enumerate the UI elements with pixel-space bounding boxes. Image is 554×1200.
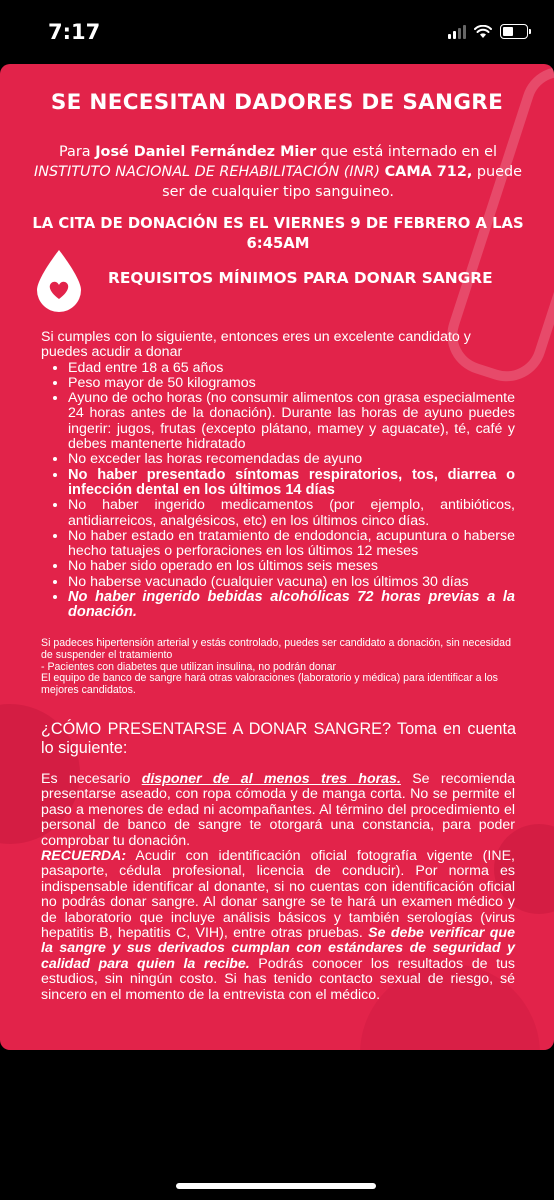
requirements-section xyxy=(41,330,515,621)
requirements-list xyxy=(41,361,515,621)
how-paragraph xyxy=(41,772,515,849)
requirement-item: • No haber ingerido medicamentos (por ejemplo, antibióticos, antidiarreicos, analgésicos, etc) en los últimos cinco días. xyxy=(68,498,515,529)
requirements-intro: Si cumples con lo siguiente, entonces eres un excelente candidato y puedes acudir a donar xyxy=(41,329,471,361)
requirement-item: • Peso mayor de 50 kilogramos xyxy=(68,376,515,391)
signal-icon xyxy=(448,25,466,39)
requirement-item: • No haber ingerido bebidas alcohólicas 72 horas previas a la donación. xyxy=(68,590,515,621)
body-text: Se recomienda presentarse aseado, con ropa cómoda y de manga corta. No se permite el paso a menores de edad ni acompañantes. Al término del procedimiento el personal de banco de sangre te otorgará una constancia, para poder comprobar tu donación. xyxy=(41,771,515,849)
note-line: - Pacientes con diabetes que utilizan insulina, no podrán donar xyxy=(41,660,337,673)
blood-donation-poster xyxy=(0,64,554,1050)
status-time: 7:17 xyxy=(48,20,101,44)
institute-name: INSTITUTO NACIONAL DE REHABILITACIÓN (INR) xyxy=(34,164,381,180)
how-paragraph xyxy=(41,849,515,1003)
patient-intro xyxy=(26,142,530,202)
appointment-date: LA CITA DE DONACIÓN ES EL VIERNES 9 DE FEBRERO A LAS 6:45AM xyxy=(32,215,524,252)
requirements-title: REQUISITOS MÍNIMOS PARA DONAR SANGRE xyxy=(108,269,493,287)
how-to-donate-title: ¿CÓMO PRESENTARSE A DONAR SANGRE? Toma en cuenta lo siguiente: xyxy=(41,720,516,757)
requirement-item: • Edad entre 18 a 65 años xyxy=(68,361,515,376)
emphasis-text: disponer de al menos tres horas. xyxy=(141,771,401,787)
requirement-item: • No haber estado en tratamiento de endodoncia, acupuntura o haberse hecho tatuajes o perforaciones en los últimos 12 meses xyxy=(68,529,515,560)
requirement-item: • No haber sido operado en los últimos seis meses xyxy=(68,559,515,574)
status-icons xyxy=(448,24,528,39)
additional-notes xyxy=(41,638,521,697)
requirement-item: • No haber presentado síntomas respiratorios, tos, diarrea o infección dental en los últimos 14 días xyxy=(68,468,515,499)
requirement-item: • No exceder las horas recomendadas de ayuno xyxy=(68,452,515,467)
blood-drop-heart-icon xyxy=(34,248,84,312)
requirement-item: • Ayuno de ocho horas (no consumir alimentos con grasa especialmente 24 horas antes de la donación). Durante las horas de ayuno puedes ingerir: jugos, frutas (excepto plátano, mamey y aguacate), té, café y debes mantenerte hidratado xyxy=(68,391,515,452)
requirement-item: • No haberse vacunado (cualquier vacuna) en los últimos 30 días xyxy=(68,575,515,590)
bed-number: CAMA 712, xyxy=(384,164,473,180)
reminder-label: RECUERDA: xyxy=(41,848,127,865)
intro-text: que está internado en el xyxy=(316,144,497,160)
status-bar xyxy=(0,0,554,64)
note-line: Si padeces hipertensión arterial y estás controlado, puedes ser candidato a donación, sin necesidad de suspender el tratamiento xyxy=(41,637,511,661)
poster-title: SE NECESITAN DADORES DE SANGRE xyxy=(50,90,504,115)
wifi-icon xyxy=(474,25,492,39)
intro-text: Para xyxy=(59,144,96,160)
intro-text: puede ser de cualquier tipo sanguineo. xyxy=(162,164,522,200)
note-line: El equipo de banco de sangre hará otras valoraciones (laboratorio y médica) para identificar a los mejores candidatos. xyxy=(41,672,498,697)
battery-icon xyxy=(500,24,528,39)
body-text: Acudir con identificación oficial fotografía vigente (INE, pasaporte, cédula profesional, licencia de conducir). Por norma es indispensable identificar al donante, si no cuentas con identificación oficial no podrás donar sangre. Al donar sangre se te hará un examen médico y de laboratorio que incluye análisis básicos y también serologías (virus hepatitis B, hepatitis C, VIH), entre otras pruebas. xyxy=(41,848,515,942)
emphasis-text: Se debe verificar que la sangre y sus derivados cumplan con estándares de seguridad y calidad para quien la recibe. xyxy=(41,925,515,972)
patient-name: José Daniel Fernández Mier xyxy=(95,144,317,160)
body-text: Es necesario xyxy=(41,771,142,787)
home-indicator[interactable] xyxy=(176,1183,376,1189)
how-to-donate-body xyxy=(41,772,515,1003)
body-text: Podrás conocer los resultados de tus estudios, sin ningún costo. Si has tenido contacto sexual de riesgo, sé sincero en el momento de la entrevista con el médico. xyxy=(41,955,515,1003)
